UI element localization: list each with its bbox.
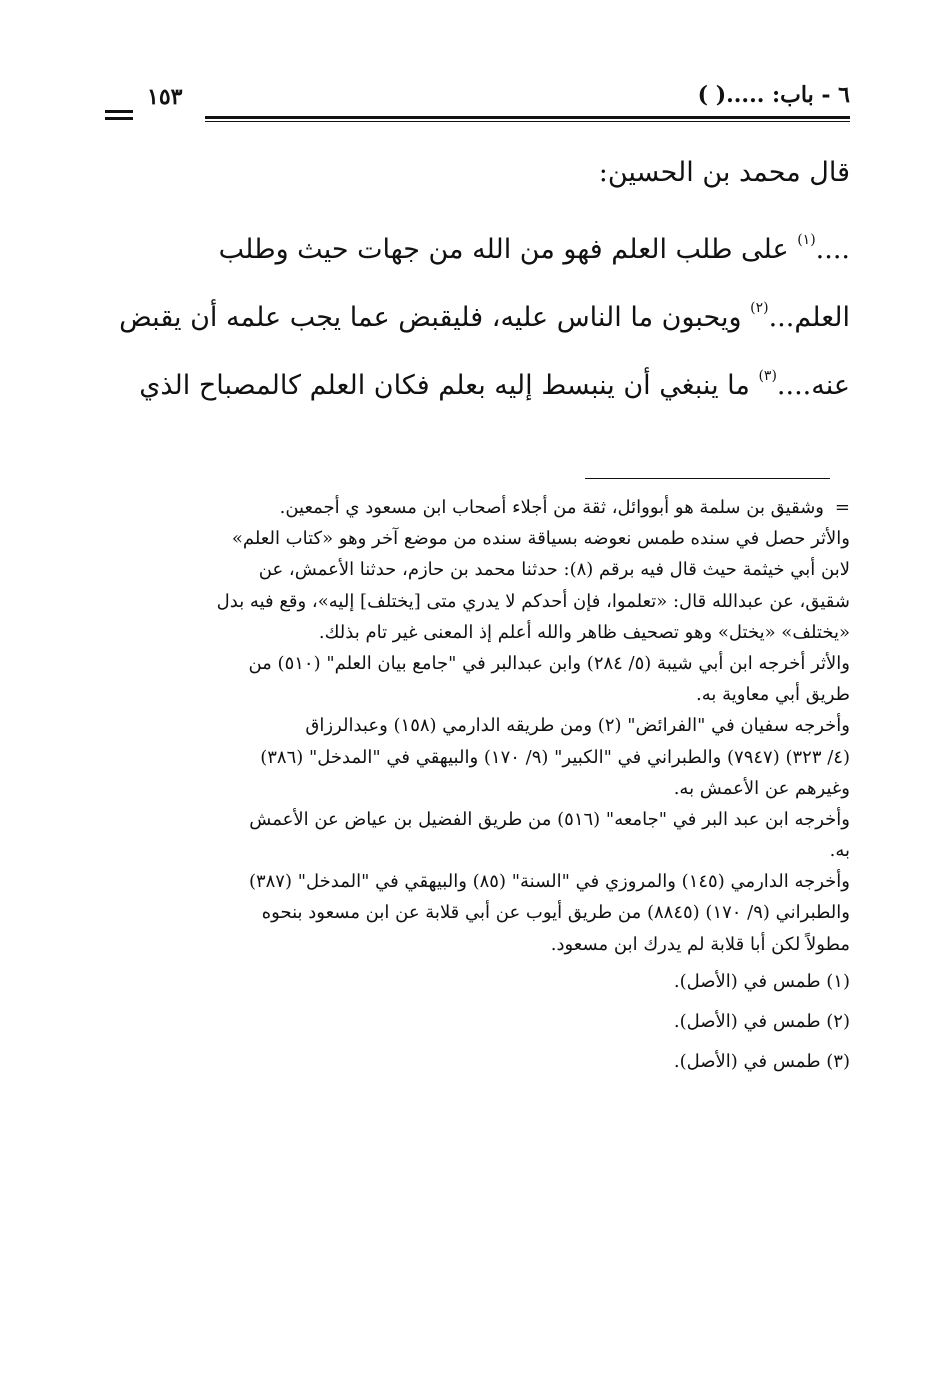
text-fragment: العلم... [768, 302, 850, 333]
header-rule [205, 116, 850, 119]
footnote-ref: (٢) [750, 300, 769, 316]
text-fragment: على طلب العلم فهو من الله من جهات حيث وطلب [218, 234, 798, 265]
speaker-line: قال محمد بن الحسين: [598, 157, 850, 188]
footnote-note: (٣) طمس في (الأصل). [673, 1050, 850, 1072]
chapter-title: ٦ - باب: .....( ) [697, 82, 850, 108]
text-line [110, 216, 850, 284]
footnote-line: طريق أبي معاوية به. [695, 684, 850, 706]
footnote-note: (١) طمس في (الأصل). [673, 970, 850, 992]
footnotes [110, 492, 850, 1082]
page-number-rule-bottom [105, 117, 133, 120]
page-number: ١٥٣ [147, 84, 183, 110]
footnote-line: والأثر حصل في سنده طمس نعوضه بسياقة سنده من موضع آخر وهو «كتاب العلم» [231, 528, 850, 550]
footnote-line: به. [829, 840, 850, 862]
text-fragment: ويحبون ما الناس عليه، فليقبض عما يجب علمه أن يقبض [119, 302, 751, 333]
footnote-line: (٤/ ٣٢٣) (٧٩٤٧) والطبراني في "الكبير" (٩/ ١٧٠) والبيهقي في "المدخل" (٣٨٦) [260, 746, 850, 768]
footnote-ref: (٣) [758, 368, 777, 384]
footnote-separator [585, 478, 830, 479]
text-fragment: عنه.... [776, 370, 850, 401]
header-rule-thin [205, 121, 850, 122]
main-text [110, 148, 850, 420]
footnote-line: وغيرهم عن الأعمش به. [673, 777, 850, 799]
footnote-line: لابن أبي خيثمة حيث قال فيه برقم (٨): حدثنا محمد بن حازم، حدثنا الأعمش، عن [258, 559, 850, 581]
footnote-line: وأخرجه الدارمي (١٤٥) والمروزي في "السنة" (٨٥) والبيهقي في "المدخل" (٣٨٧) [248, 871, 850, 893]
footnote-line: «يختلف» «يختل» وهو تصحيف ظاهر والله أعلم إذ المعنى غير تام بذلك. [318, 621, 850, 643]
text-line [110, 284, 850, 352]
footnote-text: وشقيق بن سلمة هو أبووائل، ثقة من أجلاء أصحاب ابن مسعود ي أجمعين. [279, 497, 824, 518]
footnote-line: والطبراني (٩/ ١٧٠) (٨٨٤٥) من طريق أيوب عن أبي قلابة عن ابن مسعود بنحوه [261, 902, 850, 924]
text-line [110, 352, 850, 420]
text-fragment: ما ينبغي أن ينبسط إليه بعلم فكان العلم كالمصباح الذي [139, 370, 759, 401]
continuation-mark: = [834, 497, 850, 518]
text-fragment: .... [815, 234, 850, 265]
page-number-rule-top [105, 110, 133, 113]
page-header [105, 82, 850, 122]
footnote-line: وأخرجه ابن عبد البر في "جامعه" (٥١٦) من طريق الفضيل بن عياض عن الأعمش [249, 808, 850, 830]
footnote-line: شقيق، عن عبدالله قال: «تعلموا، فإن أحدكم لا يدري متى [يختلف] إليه»، وقع فيه بدل [216, 590, 850, 612]
footnote-line: والأثر أخرجه ابن أبي شيبة (٥/ ٢٨٤) وابن عبدالبر في "جامع بيان العلم" (٥١٠) من [248, 652, 850, 674]
footnote-notes [110, 962, 850, 1082]
footnote-line: وأخرجه سفيان في "الفرائض" (٢) ومن طريقه الدارمي (١٥٨) وعبدالرزاق [305, 715, 850, 737]
footnote-ref: (١) [797, 232, 816, 248]
footnote-line [110, 492, 850, 523]
footnote-note: (٢) طمس في (الأصل). [673, 1010, 850, 1032]
footnote-line: مطولاً لكن أبا قلابة لم يدرك ابن مسعود. [550, 933, 850, 955]
